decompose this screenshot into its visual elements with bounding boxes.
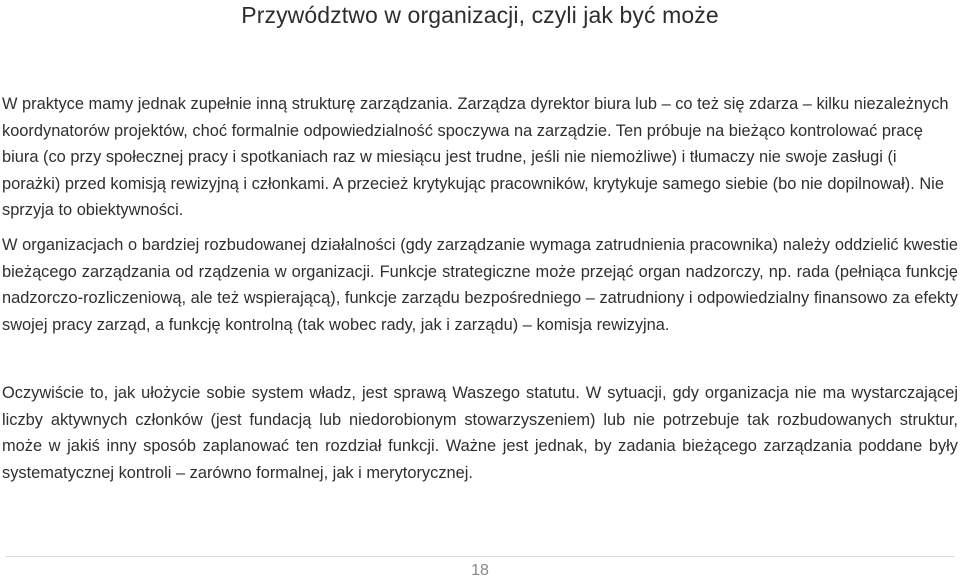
page-title: Przywództwo w organizacji, czyli jak być może xyxy=(241,2,719,28)
paragraph-2: W organizacjach o bardziej rozbudowanej działalności (gdy zarządzanie wymaga zatrudnienia pracownika) należy oddzielić kwestie bieżącego zarządzania od rządzenia w organizacji. Funkcje strategiczne może przejąć organ nadzorczy, np. rada (pełniąca funkcję nadzorczo-rozliczeniową, ale też wspierającą), funkcje zarządu bezpośredniego – zatrudniony i odpowiedzialny finansowo za efekty swojej pracy zarząd, a funkcję kontrolną (tak wobec rady, jak i zarządu) – komisja rewizyjna. xyxy=(2,236,958,334)
paragraph-3: Oczywiście to, jak ułożycie sobie system władz, jest sprawą Waszego statutu. W sytuacji, gdy organizacja nie ma wystarczającej liczby aktywnych członków (jest fundacją lub niedorobionym stowarzyszeniem) lub nie potrzebuje tak rozbudowanych struktur, może w jakiś inny sposób zaplanować ten rozdział funkcji. Ważne jest jednak, by zadania bieżącego zarządzania poddane były systematycznej kontroli – zarówno formalnej, jak i merytorycznej. xyxy=(2,384,958,482)
footer-divider xyxy=(6,556,954,557)
paragraph-1: W praktyce mamy jednak zupełnie inną strukturę zarządzania. Zarządza dyrektor biura lub – co też się zdarza – kilku niezależnych koordynatorów projektów, choć formalnie odpowiedzialność spoczywa na zarządzie. Ten próbuje na bieżąco kontrolować pracę biura (co przy społecznej pracy i spotkaniach raz w miesiącu jest trudne, jeśli nie niemożliwe) i tłumaczy nie swoje zasługi (i porażki) przed komisją rewizyjną i członkami. A przecież krytykując pracowników, krytykuje samego siebie (bo nie dopilnował). Nie sprzyja to obiektywności. xyxy=(2,95,949,220)
page-number: 18 xyxy=(471,562,489,579)
